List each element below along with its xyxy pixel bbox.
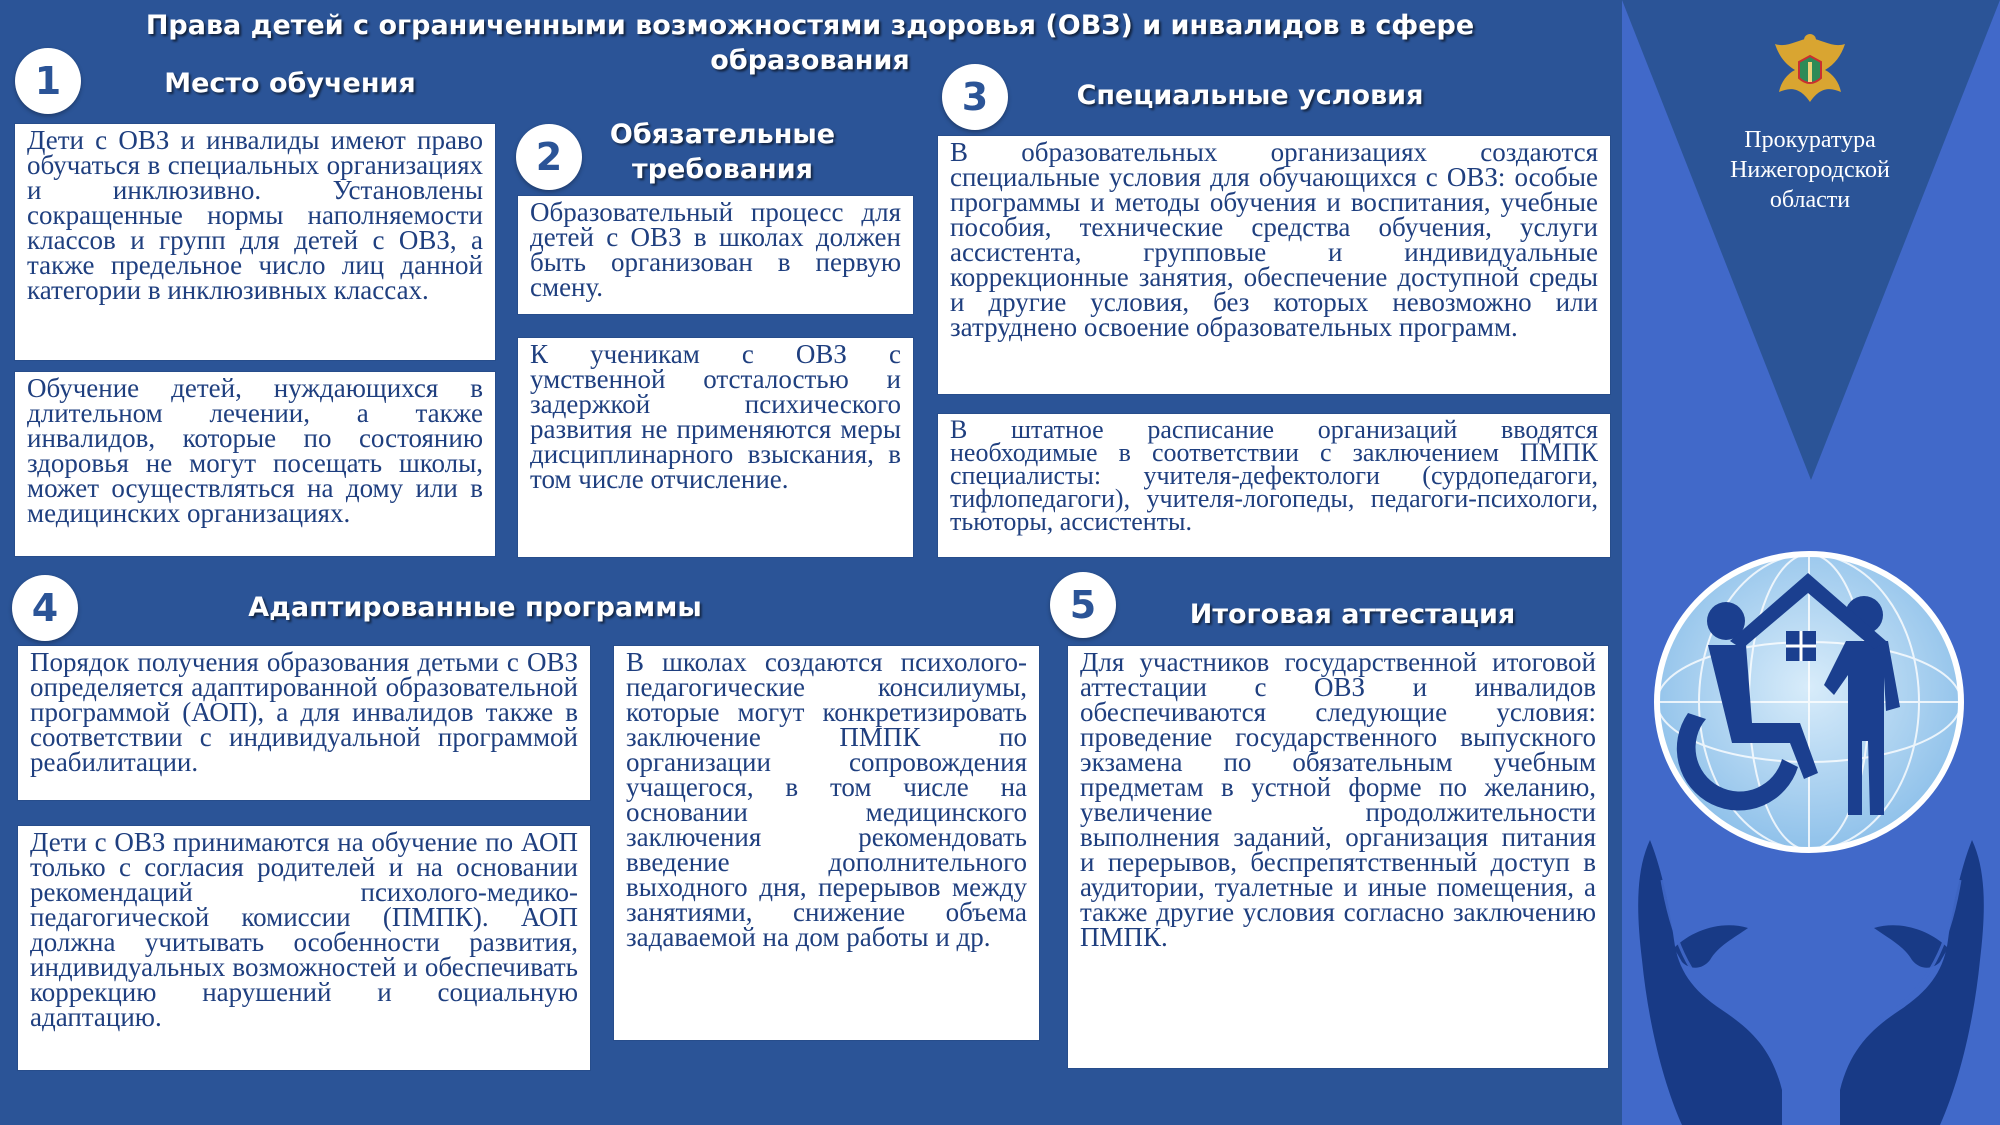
section-3-number-badge: 3: [942, 64, 1008, 130]
section-2-number-badge: 2: [516, 124, 582, 190]
section-4-paragraph-1: Порядок получения образования детьми с ОВЗ определяется адаптированной образовательной программой (АОП), а для инвалидов также в соответствии с индивидуальной программой реабилитации.: [18, 646, 590, 800]
section-5-number-badge: 5: [1050, 572, 1116, 638]
section-4-heading: Адаптированные программы: [248, 592, 702, 623]
section-2-heading: Обязательные требования: [609, 119, 836, 185]
prosecutor-emblem-icon: [1757, 30, 1863, 110]
section-3-paragraph-2: В штатное расписание организаций вводятся необходимые в соответствии с заключением ПМПК специалисты: учителя-дефектологи (сурдопедагоги, тифлопедагоги), учителя-логопеды, педагоги-психологи, тьюторы, ассистенты.: [938, 414, 1610, 557]
accessibility-globe-icon: [1648, 545, 1970, 860]
section-1-paragraph-2: Обучение детей, нуждающихся в длительном лечении, а также инвалидов, которые по состоянию здоровья не могут посещать школы, может осуществляться на дому или в медицинских организациях.: [15, 372, 495, 556]
section-2-paragraph-1: Образовательный процесс для детей с ОВЗ в школах должен быть организован в первую смену.: [518, 196, 913, 314]
section-1-heading: Место обучения: [164, 68, 416, 99]
section-3-heading: Специальные условия: [1076, 80, 1424, 111]
section-3-paragraph-1: В образовательных организациях создаются специальные условия для обучающихся с ОВЗ: особые программы и методы обучения и воспитания, учебные пособия, технические средства обучения, услуги ассистента, групповые и индивидуальные коррекционные занятия, обеспечение доступной среды и другие условия, без которых невозможно или затруднено освоение образовательных программ.: [938, 136, 1610, 394]
section-4-paragraph-3: В школах создаются психолого-педагогические консилиумы, которые могут конкретизировать заключение ПМПК по организации сопровождения учащегося, в том числе на основании медицинского заключения рекомендовать введение дополнительного выходного дня, перерывов между занятиями, снижение объема задаваемой на дом работы и др.: [614, 646, 1039, 1040]
section-1-number-badge: 1: [15, 48, 81, 114]
section-1-paragraph-1: Дети с ОВЗ и инвалиды имеют право обучаться в специальных организациях и инклюзивно. Установлены сокращенные нормы наполняемости классов и групп для детей с ОВЗ, а также предельное число лиц данной категории в инклюзивных классах.: [15, 124, 495, 360]
page-title: Права детей с ограниченными возможностями здоровья (ОВЗ) и инвалидов в сфере образования: [145, 10, 1475, 76]
section-2-paragraph-2: К ученикам с ОВЗ с умственной отсталостью и задержкой психического развития не применяются меры дисциплинарного взыскания, в том числе отчисление.: [518, 338, 913, 557]
section-5-paragraph-1: Для участников государственной итоговой аттестации с ОВЗ и инвалидов обеспечиваются следующие условия: проведение государственного выпускного экзамена по обязательным учебным предметам в устной форме по желанию, увеличение продолжительности выполнения заданий, организация питания и перерывов, беспрепятственный доступ в аудитории, туалетные и иные помещения, а также другие условия согласно заключению ПМПК.: [1068, 646, 1608, 1068]
section-4-paragraph-2: Дети с ОВЗ принимаются на обучение по АОП только с согласия родителей и на основании рекомендаций психолого-медико-педагогической комиссии (ПМПК). АОП должна учитывать особенности развития, индивидуальных возможностей и обеспечивать коррекцию нарушений и социальную адаптацию.: [18, 826, 590, 1070]
section-5-heading: Итоговая аттестация: [1189, 599, 1516, 630]
caring-hands-icon: [1622, 820, 2000, 1125]
organization-name: Прокуратура Нижегородской области: [1730, 127, 1890, 213]
section-4-number-badge: 4: [12, 575, 78, 641]
